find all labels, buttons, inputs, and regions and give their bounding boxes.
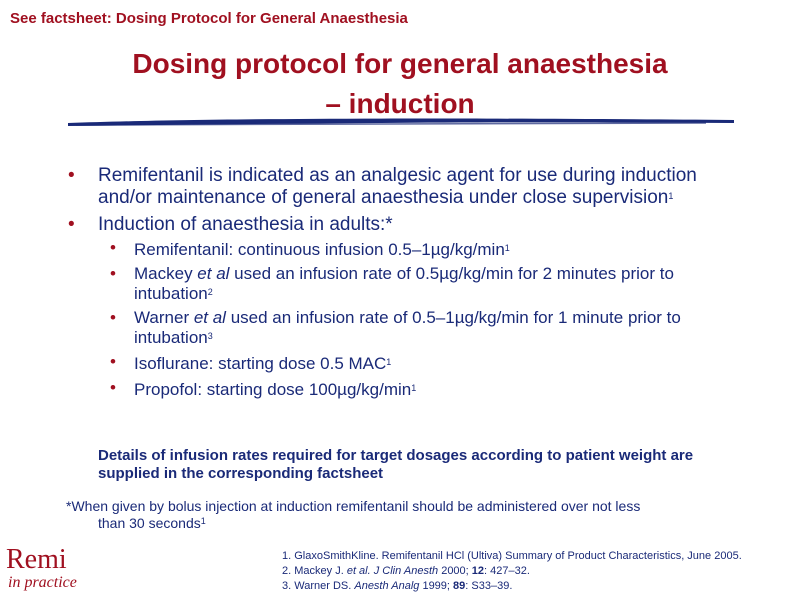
sub-bullet-text: used an infusion rate of 0.5–1µg/kg/min for 1 minute prior to intubation: [134, 308, 681, 347]
reference-volume: 12: [471, 565, 485, 577]
sub-bullet-mackey: [66, 265, 726, 303]
footnote-line-1: *When given by bolus injection at induction remifentanil should be administered over not less: [66, 498, 641, 514]
reference-item: [282, 564, 800, 579]
et-al-italic: et al: [197, 264, 230, 283]
reference-author: Mackey J.: [294, 565, 347, 577]
sub-bullet-text: used an infusion rate of 0.5µg/kg/min for 2 minutes prior to intubation: [134, 264, 674, 303]
bullet-marker: •: [110, 308, 116, 327]
bullet-marker: •: [110, 238, 116, 257]
title-line-1: Dosing protocol for general anaesthesia: [132, 48, 668, 79]
reference-item: [282, 549, 800, 564]
sub-bullet-text: Propofol: starting dose 100µg/kg/min: [134, 380, 412, 399]
sub-bullet-isoflurane: [66, 353, 726, 373]
bullet-marker: •: [110, 264, 116, 283]
details-note: Details of infusion rates required for target dosages according to patient weight are supplied in the corresponding factsheet: [98, 447, 694, 482]
reference-journal: Anesth Analg: [354, 580, 420, 592]
bullet-marker: •: [68, 214, 75, 235]
bullet-marker: •: [68, 165, 75, 186]
reference-text: GlaxoSmithKline. Remifentanil HCl (Ultiva) Summary of Product Characteristics, June 2005.: [294, 550, 742, 562]
references-list: [282, 549, 800, 594]
sub-bullet-author: Mackey: [134, 264, 198, 283]
reference-pages: : S33–39.: [465, 580, 513, 592]
citation-ref: 1: [504, 243, 510, 253]
remi-in-practice-logo: [6, 544, 86, 600]
reference-number: 3.: [282, 580, 292, 592]
reference-pages: : 427–32.: [484, 565, 530, 577]
slide-title: [0, 44, 800, 124]
bullet-list: [66, 165, 726, 405]
footnote: [66, 499, 746, 531]
footnote-line-2: than 30 seconds: [98, 515, 201, 531]
factsheet-link[interactable]: See factsheet: Dosing Protocol for General Anaesthesia: [10, 10, 408, 27]
reference-item: [282, 579, 800, 594]
bullet-text: Remifentanil is indicated as an analgesic agent for use during induction and/or maintenance of general anaesthesia under close supervision: [98, 165, 697, 208]
title-underline-stroke: [66, 114, 736, 130]
citation-ref: 1: [668, 191, 674, 201]
title-line-2: – induction: [325, 88, 475, 119]
reference-year: 1999;: [419, 580, 454, 592]
bullet-item-indication: [66, 165, 726, 208]
reference-journal: et al. J Clin Anesth: [346, 565, 439, 577]
reference-volume: 89: [453, 580, 466, 592]
citation-ref: 1: [411, 383, 417, 393]
logo-text: Remi: [6, 544, 67, 575]
sub-bullet-text: Isoflurane: starting dose 0.5 MAC: [134, 354, 387, 373]
citation-ref: 1: [386, 357, 392, 367]
citation-ref: 3: [207, 331, 213, 341]
logo-subtext: in practice: [8, 574, 77, 591]
reference-year: 2000;: [438, 565, 472, 577]
reference-author: Warner DS.: [294, 580, 355, 592]
et-al-italic: et al: [193, 308, 226, 327]
sub-bullet-remifentanil: [66, 239, 726, 259]
citation-ref: 2: [207, 287, 213, 297]
sub-bullet-text: Remifentanil: continuous infusion 0.5–1µg/kg/min: [134, 240, 505, 259]
reference-number: 1.: [282, 550, 292, 562]
bullet-text: Induction of anaesthesia in adults:*: [98, 214, 393, 235]
sub-bullet-author: Warner: [134, 308, 194, 327]
citation-ref: 1: [200, 516, 206, 526]
bullet-item-induction: [66, 214, 726, 235]
sub-bullet-warner: [66, 309, 726, 347]
bullet-marker: •: [110, 352, 116, 371]
reference-number: 2.: [282, 565, 292, 577]
sub-bullet-propofol: [66, 379, 726, 399]
bullet-marker: •: [110, 378, 116, 397]
